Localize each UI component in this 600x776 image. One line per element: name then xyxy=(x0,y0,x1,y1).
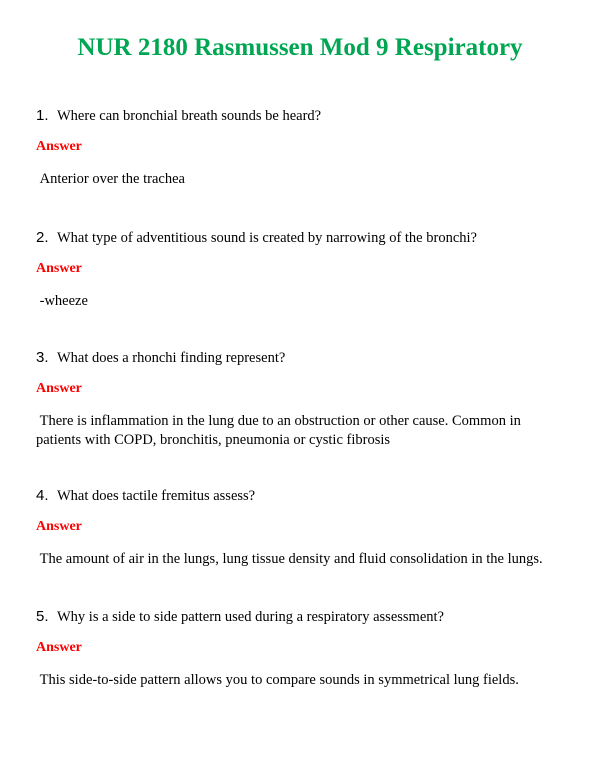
question-text: What type of adventitious sound is created by narrowing of the bronchi? xyxy=(57,230,477,246)
question-block-3 xyxy=(36,349,556,450)
question-block-2 xyxy=(36,229,556,311)
answer-text: -wheeze xyxy=(36,293,88,309)
question-block-4 xyxy=(36,487,556,569)
question-text: What does tactile fremitus assess? xyxy=(57,488,256,504)
question-number: 3. xyxy=(36,349,49,366)
answer-label: Answer xyxy=(36,519,82,534)
page-title: NUR 2180 Rasmussen Mod 9 Respiratory xyxy=(77,34,523,61)
question-number: 2. xyxy=(36,229,49,246)
answer-label: Answer xyxy=(36,139,82,154)
answer-text: This side-to-side pattern allows you to compare sounds in symmetrical lung fields. xyxy=(36,672,519,688)
answer-label: Answer xyxy=(36,381,82,396)
question-2 xyxy=(36,229,556,247)
question-4 xyxy=(36,487,556,505)
answer-text: There is inflammation in the lung due to an obstruction or other cause. Common in patients with COPD, bronchitis, pneumonia or cystic fibrosis xyxy=(36,413,525,448)
question-text: What does a rhonchi finding represent? xyxy=(57,350,286,366)
question-block-1 xyxy=(36,107,556,189)
question-block-5 xyxy=(36,608,556,690)
answer-label: Answer xyxy=(36,640,82,655)
question-text: Where can bronchial breath sounds be heard? xyxy=(57,108,322,124)
question-3 xyxy=(36,349,556,367)
answer-text: The amount of air in the lungs, lung tissue density and fluid consolidation in the lungs. xyxy=(36,551,543,567)
answer-label: Answer xyxy=(36,261,82,276)
question-1 xyxy=(36,107,556,125)
question-text: Why is a side to side pattern used during a respiratory assessment? xyxy=(57,609,444,625)
answer-text: Anterior over the trachea xyxy=(36,171,185,187)
question-number: 1. xyxy=(36,107,49,124)
question-number: 5. xyxy=(36,608,49,625)
question-number: 4. xyxy=(36,487,49,504)
question-5 xyxy=(36,608,556,626)
